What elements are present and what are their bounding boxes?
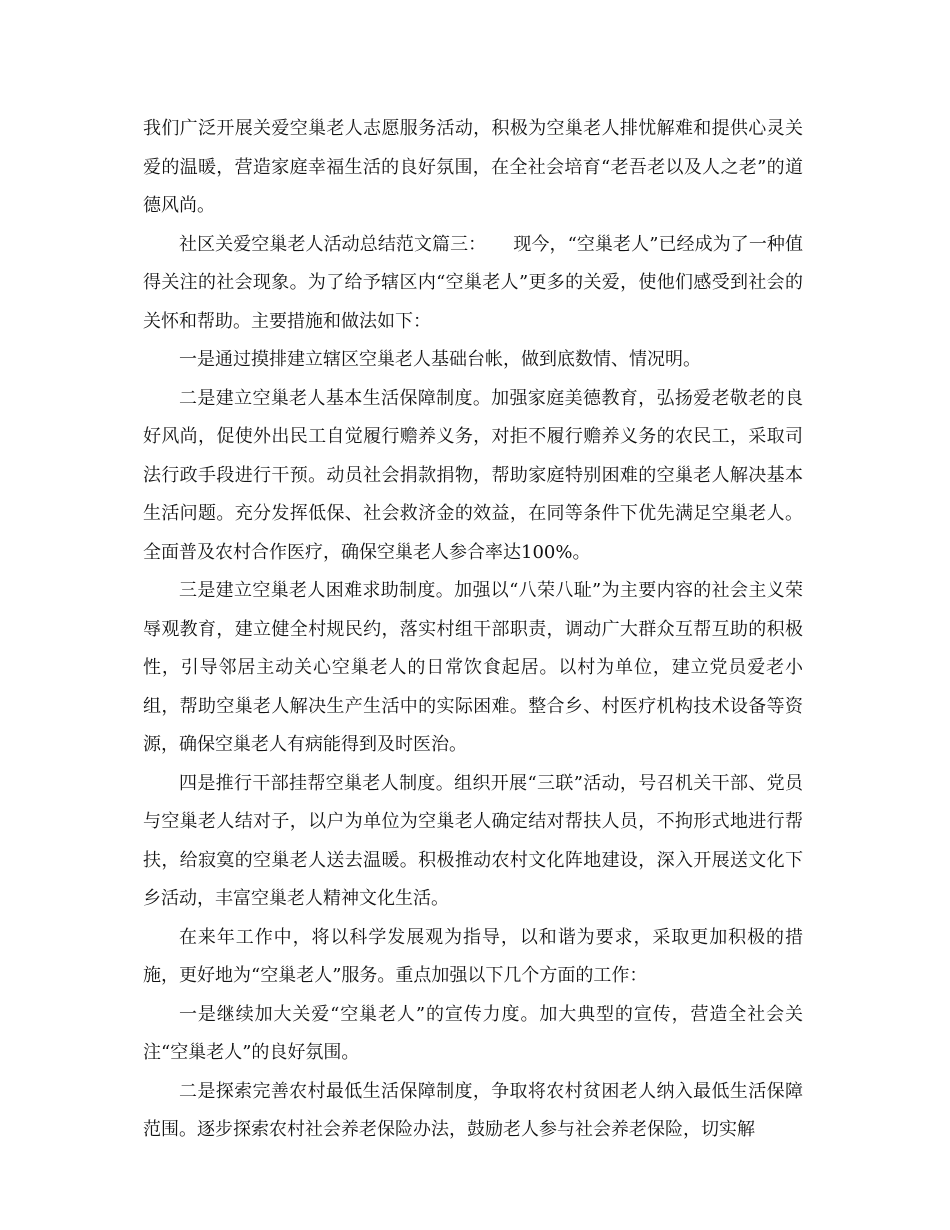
paragraph-4: 二是建立空巢老人基本生活保障制度。加强家庭美德教育，弘扬爱老敬老的良好风尚，促使外出民工自觉履行赡养义务，对拒不履行赡养义务的农民工，采取司法行政手段进行干预。动员社会捐款捐物，帮助家庭特别困难的空巢老人解决基本生活问题。充分发挥低保、社会救济金的效益，在同等条件下优先满足空巢老人。全面普及农村合作医疗，确保空巢老人参合率达100%。 bbox=[143, 387, 803, 563]
paragraph-9: 二是探索完善农村最低生活保障制度，争取将农村贫困老人纳入最低生活保障范围。逐步探索农村社会养老保险办法，鼓励老人参与社会养老保险，切实解 bbox=[143, 1080, 803, 1140]
paragraph-7: 在来年工作中，将以科学发展观为指导，以和谐为要求，采取更加积极的措施，更好地为“空巢老人”服务。重点加强以下几个方面的工作： bbox=[143, 926, 803, 986]
paragraph-5: 三是建立空巢老人困难求助制度。加强以“八荣八耻”为主要内容的社会主义荣辱观教育，建立健全村规民约，落实村组干部职责，调动广大群众互帮互助的积极性，引导邻居主动关心空巢老人的日常饮食起居。以村为单位，建立党员爱老小组，帮助空巢老人解决生产生活中的实际困难。整合乡、村医疗机构技术设备等资源，确保空巢老人有病能得到及时医治。 bbox=[143, 580, 803, 755]
paragraph-1: 我们广泛开展关爱空巢老人志愿服务活动，积极为空巢老人排忧解难和提供心灵关爱的温暖，营造家庭幸福生活的良好氛围，在全社会培育“老吾老以及人之老”的道德风尚。 bbox=[143, 118, 803, 216]
paragraph-3: 一是通过摸排建立辖区空巢老人基础台帐，做到底数情、情况明。 bbox=[179, 349, 701, 370]
paragraph-8: 一是继续加大关爱“空巢老人”的宣传力度。加大典型的宣传，营造全社会关注“空巢老人”的良好氛围。 bbox=[143, 1003, 803, 1063]
document-body bbox=[143, 110, 803, 1150]
paragraph-2: 社区关爱空巢老人活动总结范文篇三： 现今，“空巢老人”已经成为了一种值得关注的社会现象。为了给予辖区内“空巢老人”更多的关爱，使他们感受到社会的关怀和帮助。主要措施和做法如下： bbox=[143, 233, 803, 332]
paragraph-6: 四是推行干部挂帮空巢老人制度。组织开展“三联”活动，号召机关干部、党员与空巢老人结对子，以户为单位为空巢老人确定结对帮扶人员，不拘形式地进行帮扶，给寂寞的空巢老人送去温暖。积极推动农村文化阵地建设，深入开展送文化下乡活动，丰富空巢老人精神文化生活。 bbox=[143, 772, 803, 909]
